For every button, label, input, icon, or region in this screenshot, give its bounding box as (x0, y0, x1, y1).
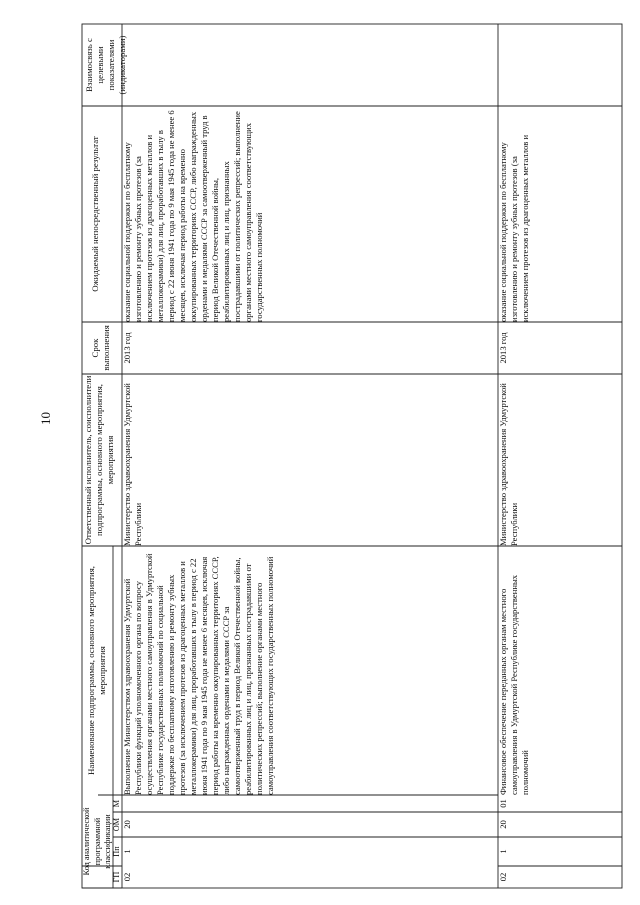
header-expected-result-cell (82, 106, 122, 322)
header-code-group: Код аналитической программной классификации (82, 807, 112, 876)
row-1-name: Выполнение Министерством здравоохранения Удмуртской Республики функций уполномоченного органа по вопросу осуществления органами местного самоуправления в Удмуртской Республике государственных полномочий по социальной поддержке по бесплатному изготовлению и ремонту зубных протезов (за исключением протезов из драгоценных металлов и металлокерамики) для лиц, проработавших в тылу в период с 22 июня 1941 года по 9 мая 1945 года не менее 6 месяцев, исключая период работы на временно оккупированных территориях СССР, либо награжденных орденами и медалями СССР за самоотверженный труд в период Великой Отечественной войны, реабилитированных лиц и лиц, признанных пострадавшими от политических репрессий; выполнение органами местного самоуправления соответствующих государственных полномочий (122, 553, 275, 795)
header-m-cell (113, 795, 122, 812)
header-gp: ГП (112, 871, 121, 883)
row-1-responsible-cell (122, 374, 152, 546)
row-1-expected-result: оказание социальной поддержки по бесплатному изготовлению и ремонту зубных протезов (за исключением протезов из драгоценных металлов и металлокерамики) для лиц, проработавших в тылу в период с 22 июня 1941 года по 9 мая 1945 года не менее 6 месяцев, исключая период работы на временно оккупированных территориях СССР, либо награжденных орденами и медалями СССР за самоотверженный труд в период Великой Отечественной войны, реабилитированных лиц и лиц, признанных пострадавшими от политических репрессий; выполнение органами местного самоуправления соответствующих государственных полномочий (122, 110, 264, 322)
row-2-pp-cell (498, 837, 508, 866)
header-om-cell (113, 812, 122, 837)
row-1-pp: 1 (122, 849, 132, 854)
row-1-m-cell (122, 795, 132, 812)
row-2-gp-cell (498, 866, 508, 888)
header-code-group-cell (82, 795, 113, 888)
row-2-om: 20 (498, 820, 508, 829)
row-1-om: 20 (122, 820, 132, 829)
row-1-pp-cell (122, 837, 132, 866)
header-pp: Пп (112, 846, 121, 857)
header-responsible: Ответственный исполнитель, соисполнители подпрограммы, основного мероприятия, мероприятия (83, 375, 115, 545)
header-pp-cell (113, 837, 122, 866)
row-2-gp: 02 (498, 872, 508, 882)
row-1-relation-cell (122, 24, 498, 106)
row-1-deadline-cell (122, 322, 142, 374)
header-om: ОМ (112, 817, 121, 832)
row-1-gp: 02 (122, 872, 132, 882)
row-2-responsible: Министерство здравоохранения Удмуртской Республики (498, 383, 519, 546)
row-2-m-cell (498, 795, 508, 812)
row-2-name: Финансовое обеспечение переданных органам местного самоуправления в Удмуртской Республике государственных полномочий (498, 574, 530, 795)
row-2-responsible-cell (498, 374, 528, 546)
header-m: М (112, 799, 121, 808)
row-2-name-cell (498, 546, 622, 795)
row-2-deadline-cell (498, 322, 518, 374)
header-name-cell (82, 546, 122, 795)
row-2-m: 01 (498, 799, 508, 808)
row-1-expected-result-cell (122, 106, 498, 322)
row-1-name-cell (122, 546, 498, 795)
header-expected-result: Ожидаемый непосредственный результат (90, 136, 100, 292)
row-1-gp-cell (122, 866, 132, 888)
header-gp-cell (113, 866, 122, 888)
row-2-expected-result-cell (498, 106, 622, 322)
row-2-deadline: 2013 год (498, 332, 508, 364)
row-2-pp: 1 (498, 849, 508, 854)
header-responsible-cell (82, 374, 122, 546)
header-deadline: Срок выполнения (90, 325, 111, 371)
row-1-om-cell (122, 812, 132, 837)
header-name: Наименование подпрограммы, основного мероприятия, мероприятия (86, 566, 107, 775)
row-1-responsible: Министерство здравоохранения Удмуртской Республики (122, 383, 143, 546)
row-2-om-cell (498, 812, 508, 837)
row-2-relation-cell (498, 24, 622, 106)
page-number: 10 (38, 412, 53, 425)
header-deadline-cell (82, 322, 122, 374)
row-2-expected-result: оказание социальной поддержки по бесплатному изготовлению и ремонту зубных протезов (за исключением протезов из драгоценных металлов и (498, 134, 530, 322)
header-relation-cell (82, 24, 127, 106)
row-1-deadline: 2013 год (122, 332, 132, 364)
header-relation: Взаимосвязь с целевыми показателями (индикаторами) (84, 35, 127, 95)
